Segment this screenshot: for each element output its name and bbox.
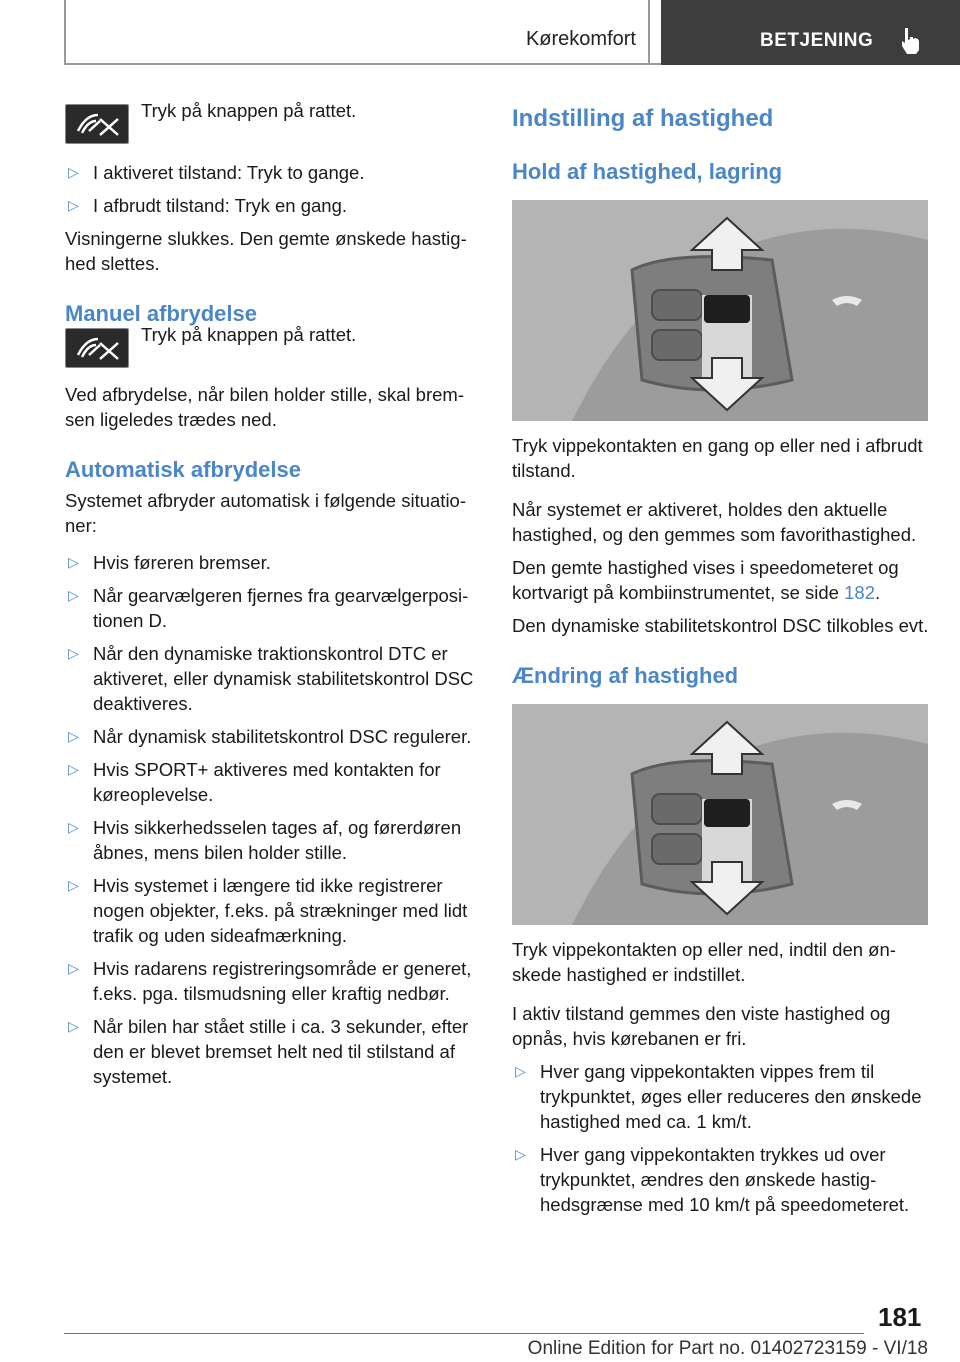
change-heading: Ændring af hastighed [512, 663, 739, 688]
change-bullet-list [512, 1059, 930, 1217]
main-heading: Indstilling af hastighed [512, 105, 774, 132]
intro-press-text: Tryk på knappen på rattet. [141, 100, 357, 121]
triangle-bullet-icon: ▷ [68, 960, 79, 976]
intro-bullet-list [65, 160, 483, 218]
list-item: ▷ Hvis SPORT+ aktiveres med kontakten for køreoplevelse. [68, 759, 441, 805]
triangle-bullet-icon: ▷ [68, 164, 79, 180]
list-item: ▷ Hver gang vippekontakten trykkes ud over trykpunktet, ændres den ønskede hastighedsgrænse med 10 km/t på speedometeret. [515, 1144, 910, 1215]
pointing-hand-icon [895, 24, 927, 56]
list-item: ▷ Når gearvælgeren fjernes fra gearvælgerpositionen D. [68, 585, 469, 631]
change-paragraph-1: Tryk vippekontakten op eller ned, indtil den ønskede hastighed er indstillet. [512, 939, 896, 985]
hold-paragraph-1: Tryk vippekontakten en gang op eller ned i afbrudt tilstand. [512, 435, 923, 481]
intro-press-row [65, 84, 483, 144]
triangle-bullet-icon: ▷ [68, 197, 79, 213]
list-item: ▷ Når dynamisk stabilitetskontrol DSC regulerer. [68, 726, 472, 747]
auto-bullet-list [65, 550, 483, 1089]
auto-heading: Automatisk afbrydelse [65, 457, 301, 482]
hold-paragraph-2: Når systemet er aktiveret, holdes den aktuelle hastighed, og den gemmes som favorithastighed. [512, 499, 917, 545]
triangle-bullet-icon: ▷ [68, 645, 79, 661]
header-chapter-title: BETJENING [760, 30, 874, 51]
list-item: ▷ Hvis radarens registreringsområde er generet, f.eks. pga. tilsmudsning eller kraftig nedbør. [68, 958, 472, 1004]
manual-heading: Manuel afbrydelse [65, 301, 257, 326]
hold-paragraph-4: Den dynamiske stabilitetskontrol DSC tilkobles evt. [512, 615, 929, 636]
manual-press-text: Tryk på knappen på rattet. [141, 324, 357, 345]
triangle-bullet-icon: ▷ [68, 1018, 79, 1034]
steering-wheel-rocker-image [512, 200, 928, 421]
triangle-bullet-icon: ▷ [68, 819, 79, 835]
triangle-bullet-icon: ▷ [68, 587, 79, 603]
left-column [65, 90, 483, 1097]
footer-rule [64, 1333, 864, 1334]
triangle-bullet-icon: ▷ [515, 1063, 526, 1079]
list-item: ▷ I afbrudt tilstand: Tryk en gang. [68, 195, 348, 216]
intro-note: Visningerne slukkes. Den gemte ønskede hastighed slettes. [65, 228, 467, 274]
hold-heading: Hold af hastighed, lagring [512, 159, 783, 184]
manual-note: Ved afbrydelse, når bilen holder stille, skal bremsen ligeledes trædes ned. [65, 384, 464, 430]
footer-edition: Online Edition for Part no. 01402723159 - VI/18 [527, 1338, 928, 1359]
list-item: ▷ Hver gang vippekontakten vippes frem til trykpunktet, øges eller reduceres den ønskede hastighed med ca. 1 km/t. [515, 1061, 922, 1132]
steering-wheel-rocker-image [512, 704, 928, 925]
triangle-bullet-icon: ▷ [68, 728, 79, 744]
right-column [512, 90, 930, 1225]
header-section-title: Kørekomfort [525, 28, 636, 50]
triangle-bullet-icon: ▷ [68, 761, 79, 777]
triangle-bullet-icon: ▷ [68, 877, 79, 893]
auto-intro: Systemet afbryder automatisk i følgende situationer: [65, 490, 467, 536]
hold-paragraph-3: Den gemte hastighed vises i speedometeret og kortvarigt på kombiinstrumentet, se side 182. [512, 557, 899, 603]
cruise-control-button-icon [65, 328, 129, 368]
triangle-bullet-icon: ▷ [515, 1146, 526, 1162]
page-reference-link[interactable]: 182 [844, 582, 875, 603]
page-number: 181 [878, 1302, 922, 1332]
list-item: ▷ Hvis sikkerhedsselen tages af, og førerdøren åbnes, mens bilen holder stille. [68, 817, 462, 863]
list-item: ▷ I aktiveret tilstand: Tryk to gange. [68, 162, 365, 183]
list-item: ▷ Hvis føreren bremser. [68, 552, 271, 573]
change-paragraph-2: I aktiv tilstand gemmes den viste hastighed og opnås, hvis kørebanen er fri. [512, 1003, 891, 1049]
list-item: ▷ Når bilen har stået stille i ca. 3 sekunder, efter den er blevet bremset helt ned til stilstand af systemet. [68, 1016, 469, 1087]
cruise-control-button-icon [65, 104, 129, 144]
list-item: ▷ Når den dynamiske traktionskontrol DTC er aktiveret, eller dynamisk stabilitetskontrol DSC deaktiveres. [68, 643, 474, 714]
list-item: ▷ Hvis systemet i længere tid ikke registrerer nogen objekter, f.eks. på strækninger med lidt trafik og uden sideafmærkning. [68, 875, 468, 946]
triangle-bullet-icon: ▷ [68, 554, 79, 570]
